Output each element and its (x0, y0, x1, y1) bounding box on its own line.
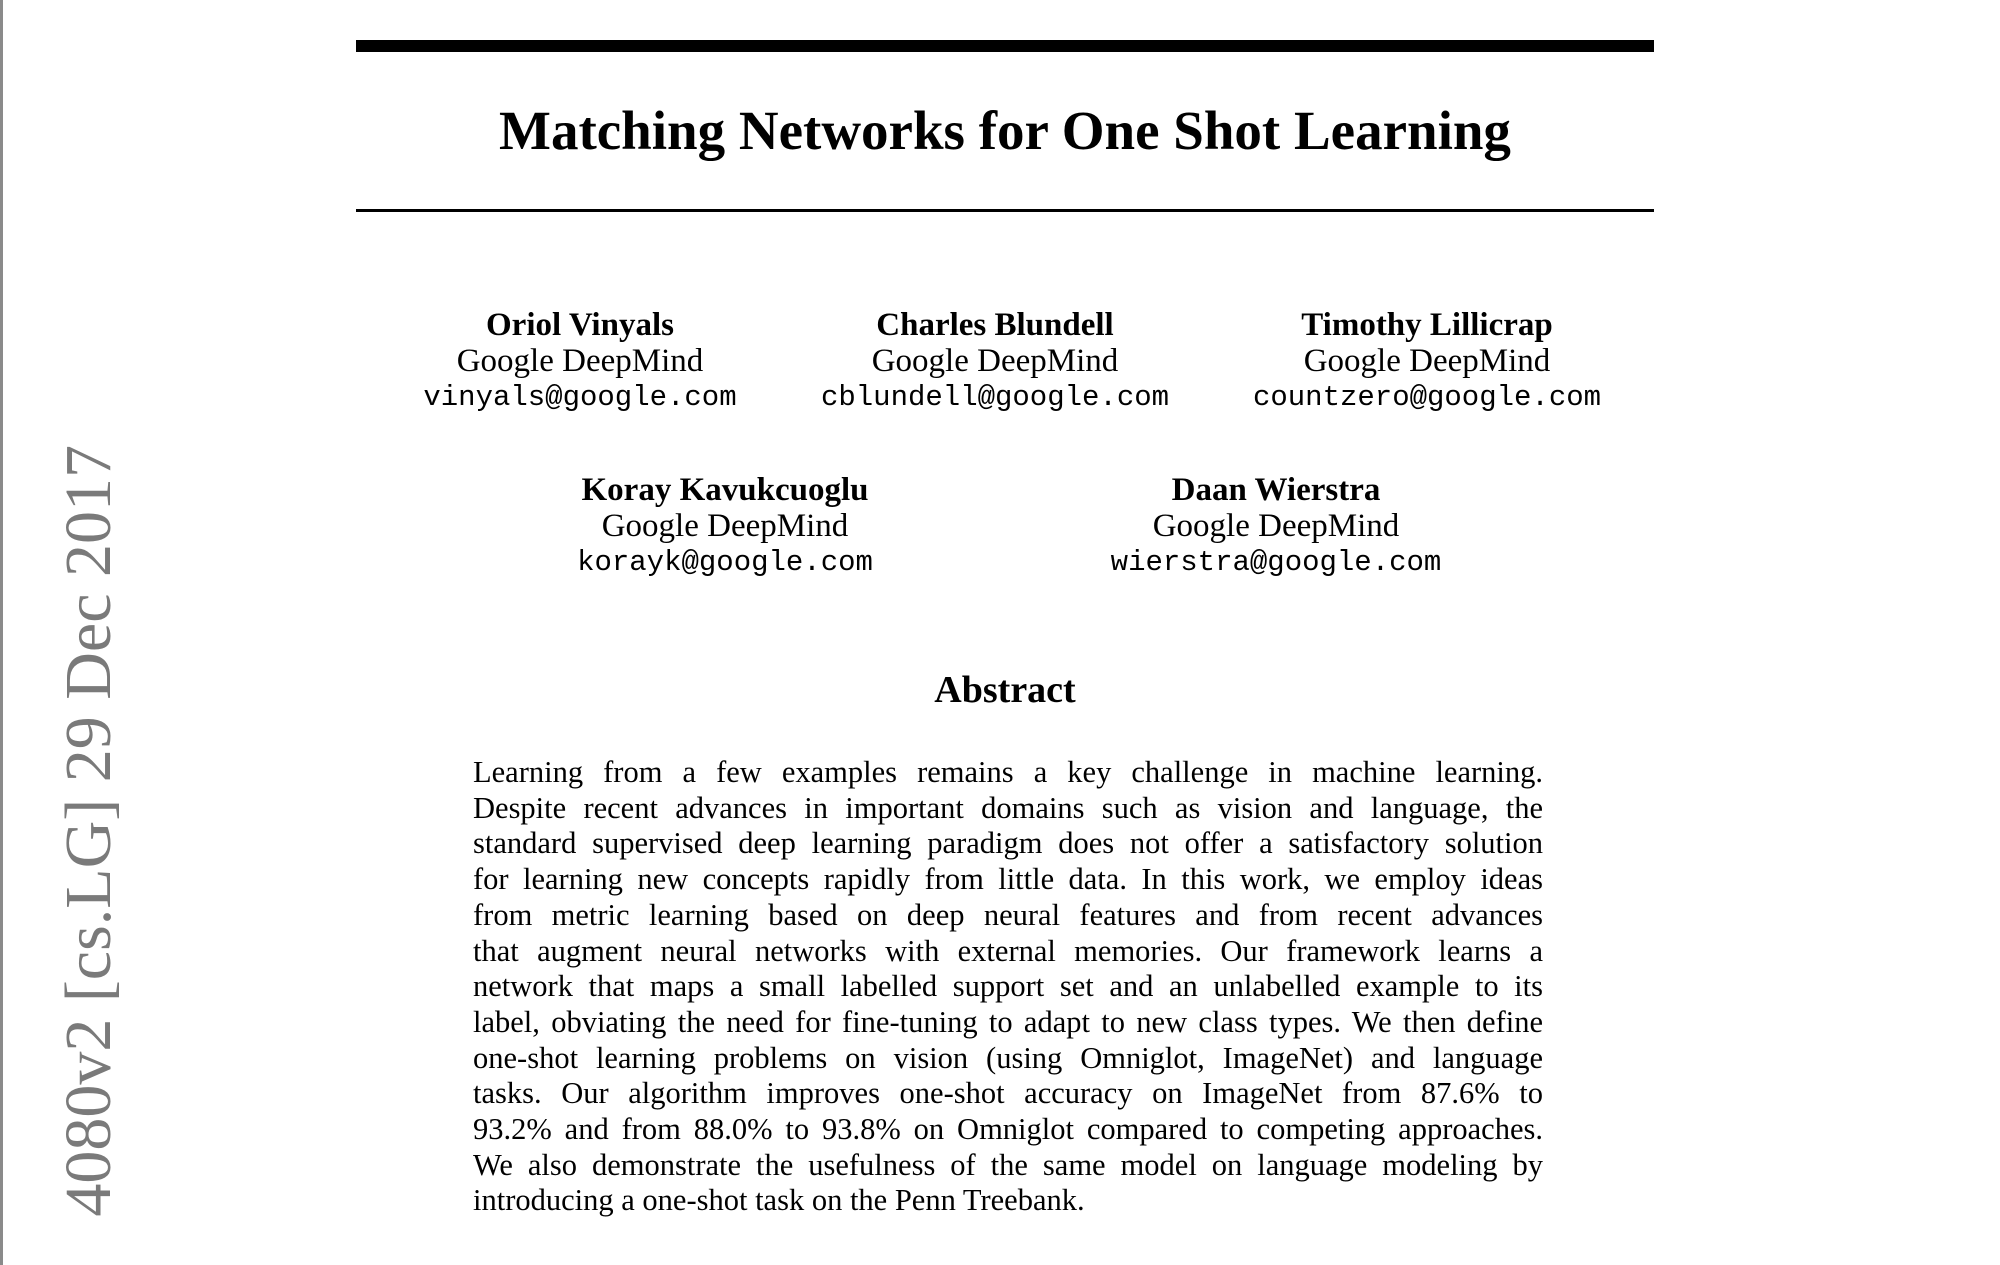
abstract-line: Learning from a few examples remains a key challenge in machine learning. (473, 755, 1543, 789)
author-affiliation: Google DeepMind (456, 343, 704, 379)
abstract-line: label, obviating the need for fine-tuning to adapt to new class types. We then define (473, 1004, 1543, 1039)
author-email: cblundell@google.com (820, 381, 1170, 414)
page-edge (0, 0, 3, 1265)
author-name: Daan Wierstra (1171, 472, 1381, 508)
author-block (785, 307, 1205, 417)
abstract-line: Despite recent advances in important domains such as vision and language, the (473, 790, 1543, 825)
abstract-line: that augment neural networks with external memories. Our framework learns a (473, 933, 1543, 968)
author-block (515, 472, 935, 582)
author-name: Koray Kavukcuoglu (581, 472, 869, 508)
author-name: Charles Blundell (876, 307, 1114, 343)
title-top-rule (356, 40, 1654, 52)
abstract-line: for learning new concepts rapidly from little data. In this work, we employ ideas (473, 862, 1543, 897)
abstract-line: We also demonstrate the usefulness of the same model on language modeling by (473, 1147, 1543, 1182)
author-block (1217, 307, 1637, 417)
author-email: wierstra@google.com (1110, 546, 1442, 579)
author-affiliation: Google DeepMind (601, 508, 849, 544)
abstract-line: introducing a one-shot task on the Penn Treebank. (473, 1183, 1085, 1218)
abstract-body (473, 755, 1543, 1219)
arxiv-identifier-stamp: 4080v2 [cs.LG] 29 Dec 2017 (52, 445, 125, 1217)
author-affiliation: Google DeepMind (1152, 508, 1400, 544)
author-email: korayk@google.com (577, 546, 873, 579)
author-block (370, 307, 790, 417)
abstract-line: network that maps a small labelled support set and an unlabelled example to its (473, 969, 1543, 1004)
author-email: vinyals@google.com (423, 381, 737, 414)
abstract-line: 93.2% and from 88.0% to 93.8% on Omniglot compared to competing approaches. (473, 1112, 1543, 1147)
abstract-line: tasks. Our algorithm improves one-shot accuracy on ImageNet from 87.6% to (473, 1076, 1543, 1111)
abstract-line: from metric learning based on deep neural features and from recent advances (473, 897, 1543, 932)
paper-title: Matching Networks for One Shot Learning (499, 100, 1511, 161)
author-name: Timothy Lillicrap (1301, 307, 1553, 343)
author-name: Oriol Vinyals (486, 307, 674, 343)
author-email: countzero@google.com (1252, 381, 1602, 414)
abstract-line: standard supervised deep learning paradigm does not offer a satisfactory solution (473, 826, 1543, 861)
abstract-heading: Abstract (934, 669, 1076, 711)
abstract-line: one-shot learning problems on vision (using Omniglot, ImageNet) and language (473, 1040, 1543, 1075)
title-bottom-rule (356, 209, 1654, 212)
author-affiliation: Google DeepMind (1303, 343, 1551, 379)
author-block (1066, 472, 1486, 582)
author-affiliation: Google DeepMind (871, 343, 1119, 379)
